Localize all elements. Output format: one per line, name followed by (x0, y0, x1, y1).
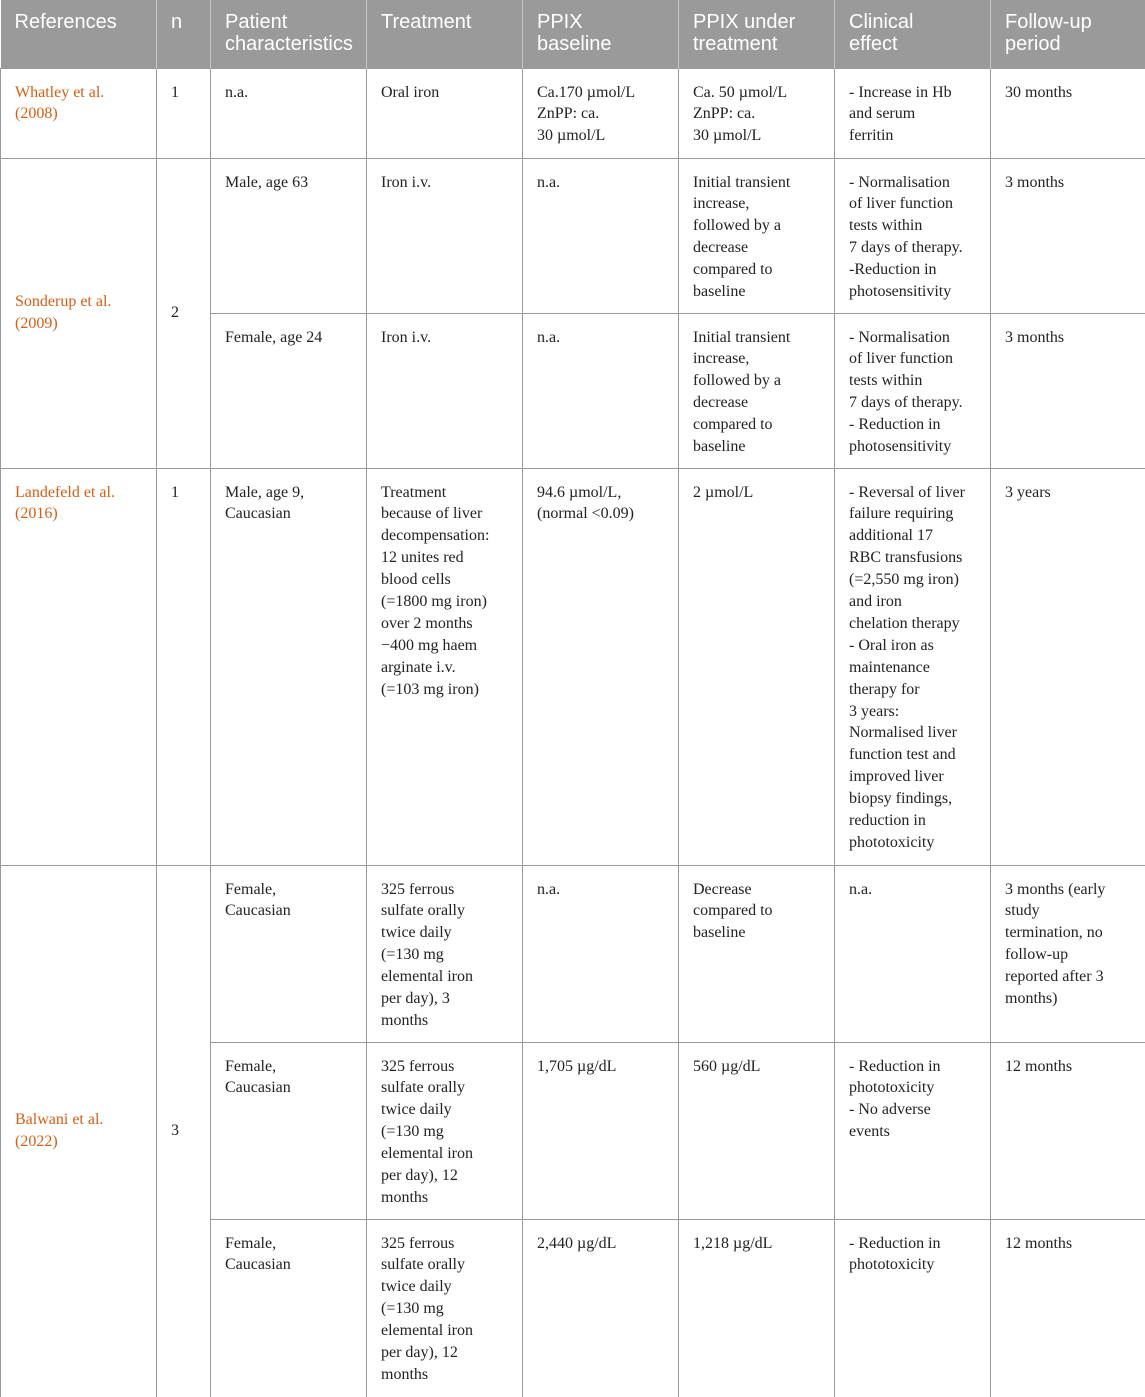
patient-cell: Female, Caucasian (211, 1042, 367, 1219)
header-patient-characteristics: Patient characteristics (211, 0, 367, 68)
clinical-effect-cell: - Increase in Hb and serum ferritin (835, 68, 991, 158)
ppix-treatment-cell: Initial transient increase, followed by a decrease compared to baseline (679, 158, 835, 313)
treatment-cell: 325 ferrous sulfate orally twice daily (=130 mg elemental iron per day), 12 months (367, 1219, 523, 1397)
patient-cell: n.a. (211, 68, 367, 158)
header-clinical-effect: Clinical effect (835, 0, 991, 68)
ppix-treatment-cell: Decrease compared to baseline (679, 865, 835, 1042)
header-references: References (1, 0, 157, 68)
patient-cell: Male, age 9, Caucasian (211, 468, 367, 865)
ppix-baseline-cell: 2,440 µg/dL (523, 1219, 679, 1397)
header-ppix-baseline: PPIX baseline (523, 0, 679, 68)
ppix-treatment-cell: 2 µmol/L (679, 468, 835, 865)
ppix-treatment-cell: 560 µg/dL (679, 1042, 835, 1219)
reference-link[interactable]: Whatley et al. (2008) (1, 68, 157, 158)
treatment-cell: 325 ferrous sulfate orally twice daily (=130 mg elemental iron per day), 12 months (367, 1042, 523, 1219)
follow-up-cell: 3 months (early study termination, no follow-up reported after 3 months) (991, 865, 1145, 1042)
clinical-effect-cell: - Reversal of liver failure requiring additional 17 RBC transfusions (=2,550 mg iron) and iron chelation therapy - Oral iron as maintenance therapy for 3 years: Normalised liver function test and improved liver biopsy findings, reduction in phototoxicity (835, 468, 991, 865)
header-follow-up-period: Follow-up period (991, 0, 1145, 68)
table-row (1, 158, 1145, 313)
clinical-effect-cell: - Normalisation of liver function tests within 7 days of therapy. - Reduction in photosensitivity (835, 313, 991, 468)
header-ppix-under-treatment: PPIX under treatment (679, 0, 835, 68)
follow-up-cell: 12 months (991, 1042, 1145, 1219)
ppix-baseline-cell: n.a. (523, 158, 679, 313)
clinical-effect-cell: n.a. (835, 865, 991, 1042)
reference-link[interactable]: Landefeld et al. (2016) (1, 468, 157, 865)
ppix-baseline-cell: n.a. (523, 865, 679, 1042)
treatment-cell: Iron i.v. (367, 313, 523, 468)
ppix-baseline-cell: n.a. (523, 313, 679, 468)
reference-link[interactable]: Sonderup et al. (2009) (1, 158, 157, 468)
clinical-effect-cell: - Normalisation of liver function tests within 7 days of therapy. -Reduction in photosensitivity (835, 158, 991, 313)
follow-up-cell: 12 months (991, 1219, 1145, 1397)
ppix-treatment-cell: Initial transient increase, followed by a decrease compared to baseline (679, 313, 835, 468)
table-row (1, 865, 1145, 1042)
treatment-cell: Oral iron (367, 68, 523, 158)
table-row (1, 468, 1145, 865)
patient-cell: Female, Caucasian (211, 865, 367, 1042)
header-n: n (157, 0, 211, 68)
patient-cell: Female, Caucasian (211, 1219, 367, 1397)
patient-cell: Female, age 24 (211, 313, 367, 468)
ppix-baseline-cell: Ca.170 µmol/L ZnPP: ca. 30 µmol/L (523, 68, 679, 158)
follow-up-cell: 30 months (991, 68, 1145, 158)
reference-link[interactable]: Balwani et al. (2022) (1, 865, 157, 1397)
n-cell: 3 (157, 865, 211, 1397)
clinical-effect-cell: - Reduction in phototoxicity (835, 1219, 991, 1397)
follow-up-cell: 3 months (991, 313, 1145, 468)
header-row (1, 0, 1145, 68)
n-cell: 1 (157, 468, 211, 865)
table-row (1, 68, 1145, 158)
n-cell: 1 (157, 68, 211, 158)
treatment-cell: 325 ferrous sulfate orally twice daily (=130 mg elemental iron per day), 3 months (367, 865, 523, 1042)
ppix-baseline-cell: 94.6 µmol/L, (normal <0.09) (523, 468, 679, 865)
clinical-effect-cell: - Reduction in phototoxicity - No adverse events (835, 1042, 991, 1219)
n-cell: 2 (157, 158, 211, 468)
patient-cell: Male, age 63 (211, 158, 367, 313)
ppix-treatment-cell: 1,218 µg/dL (679, 1219, 835, 1397)
follow-up-cell: 3 months (991, 158, 1145, 313)
ppix-treatment-cell: Ca. 50 µmol/L ZnPP: ca. 30 µmol/L (679, 68, 835, 158)
treatment-cell: Iron i.v. (367, 158, 523, 313)
treatment-cell: Treatment because of liver decompensation: 12 unites red blood cells (=1800 mg iron) over 2 months −400 mg haem arginate i.v. (=103 mg iron) (367, 468, 523, 865)
ppix-baseline-cell: 1,705 µg/dL (523, 1042, 679, 1219)
follow-up-cell: 3 years (991, 468, 1145, 865)
header-treatment: Treatment (367, 0, 523, 68)
